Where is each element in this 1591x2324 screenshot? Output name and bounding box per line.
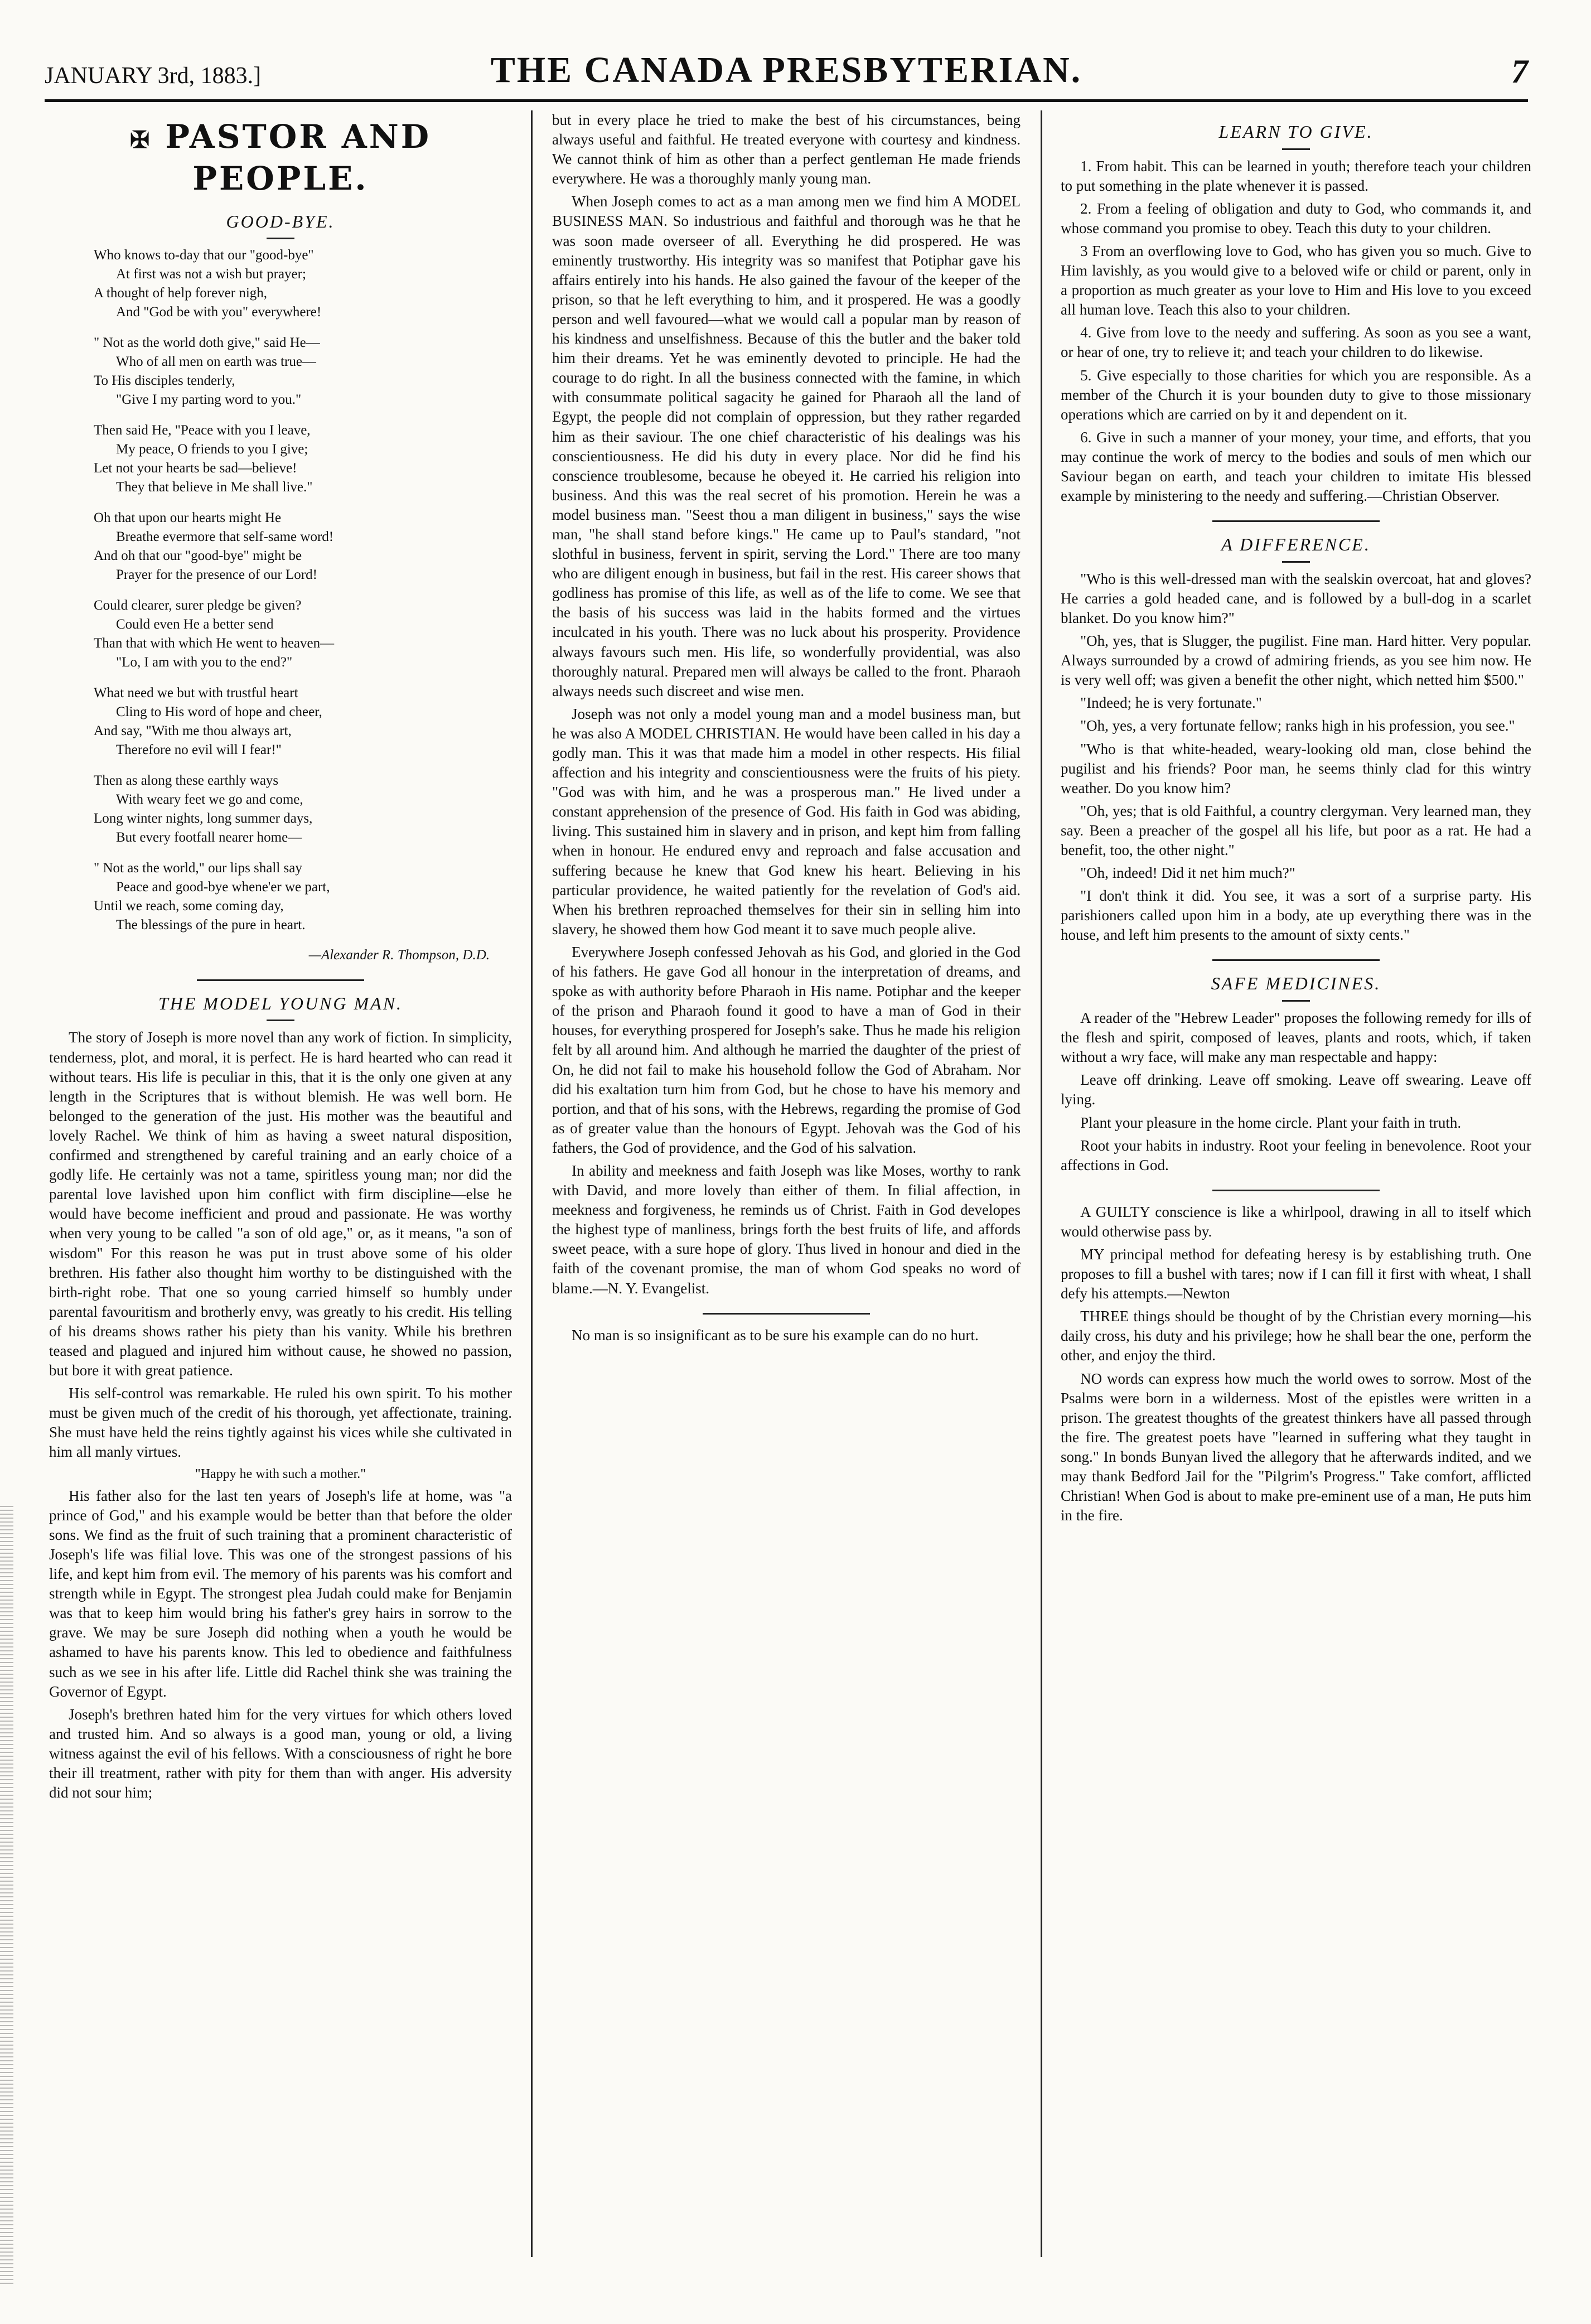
article-paragraph: "Indeed; he is very fortunate." (1080, 694, 1262, 712)
article-paragraph: Joseph was not only a model young man and a model business man, but he was also A MODEL CHRISTIAN. He would have been called in his day a godly man. This it was that made him a model in other respects. His filial affection and his integrity and conscientiousness were the fruits of his piety. "God was with him, and he was a prosperous man." He lived under a constant apprehension of the presence of God. His faith in God was abiding, living. This sustained him in slavery and in prison, and kept him from falling when in honour. He endured envy and reproach and false accusation and suffering because he knew that God knew his heart. Believing in his particular providence, he waited patiently for the revelation of God's aid. When his brethren reproached themselves for their sin in selling him into slavery, he showed them how God meant it to save much people alive. (552, 705, 1021, 938)
section-rule (197, 979, 364, 981)
article-paragraph: A reader of the "Hebrew Leader" proposes the following remedy for ills of the flesh and spirit, composed of leaves, plants and roots, which, if taken without a wry face, will make any man respectable and happy: (1061, 1009, 1531, 1066)
poem-line: Let not your hearts be sad—believe! (94, 460, 297, 476)
filler-paragraph: NO words can express how much the world owes to sorrow. Most of the Psalms were born in a wilderness. Most of the epistles were written in a prison. The greatest thoughts of the greatest thinkers have all passed through the fire. The greatest poets have "learned in suffering what they taught in song." In bonds Bunyan lived the allegory that he afterwards indited, and we may thank Bedford Jail for the "Pilgrim's Progress." Take comfort, afflicted Christian! When God is about to make pre-eminent use of a man, He puts him in the fire. (1061, 1370, 1531, 1524)
poem-line: At first was not a wish but prayer; (116, 267, 306, 282)
section-rule (1212, 520, 1380, 522)
poem-line: " Not as the world doth give," said He— (94, 335, 320, 351)
title-dash (267, 238, 294, 239)
poem-line: Could even He a better send (116, 617, 274, 632)
poem-stanza (94, 596, 512, 671)
poem-line: And oh that our "good-bye" might be (94, 548, 302, 563)
filler-paragraph: MY principal method for defeating heresy is by establishing truth. One proposes to fill a bushel with tares; now if I can fill it first with wheat, I shall defy his attempts.—Newton (1061, 1246, 1531, 1302)
poem-line: To His disciples tenderly, (94, 373, 235, 388)
article-paragraph: "Oh, yes, that is Slugger, the pugilist. Fine man. Hard hitter. Very popular. Always surrounded by a crowd of admiring friends, as you see him now. He is very well off; was given a benefit the other night, which netted him $500." (1061, 632, 1531, 689)
column-divider (1041, 110, 1042, 2257)
department-heading (49, 116, 512, 200)
article-paragraph: When Joseph comes to act as a man among men we find him A MODEL BUSINESS MAN. So industrious and faithful and thorough was he that he was soon made overseer of all. Everything he did prospered. He was eminently trustworthy. His integrity was so manifest that Potiphar gave his affairs entirely into his hands. He also gained the favour of the keeper of the prison, so that he left everything to him, and it prospered. He was a goodly person and well favoured—what we would call a popular man by reason of his kindness and unselfishness. Because of this the butler and the baker told him their dreams. Yet he was eminently devoted to principle. He had the courage to do right. In all the business connected with the famine, in which with consummate political sagacity he gained for Pharaoh all the land of Egypt, the people did not complain of oppression, but they rather regarded him as their saviour. The one chief characteristic of his dealings was his conscientiousness. He did his duty in every place. Nor did he find his conscience troublesome, because he obeyed it. He carried his religion into business. And this was the real secret of his promotion. Herein he was a model business man. "Seest thou a man diligent in business," says the wise man, "he shall stand before kings." He came up to Paul's standard, "not slothful in business, fervent in spirit, serving the Lord." There are too many who are diligent enough in business, but fail in the rest. His career shows that godliness has promise of this life, as well as of the life to come. We see that the basis of his success was laid in the habits formed and the virtues inculcated in his youth. There was no luck about his prosperity. Providence always favours such men. His life, so wonderfully providential, was also thoroughly natural. Prepared men will always be called to the front. Pharaoh always needs such discreet and wise men. (552, 193, 1021, 699)
poem-stanza (94, 246, 512, 321)
article-paragraph: In ability and meekness and faith Joseph was like Moses, worthy to rank with David, and more lovely than either of them. In filial affection, in meekness and forgiveness, he reminds us of Christ. Faith in God developes the highest type of manliness, brings forth the best fruits of life, and affords sweet peace, with a sure hope of glory. Thus lived in honour and died in the faith of the covenant promise, the man of whom God speaks no word of blame.—N. Y. Evangelist. (552, 1162, 1021, 1297)
poem-stanza (94, 859, 512, 934)
header-rule (45, 99, 1528, 102)
column-1 (49, 110, 512, 2268)
poem-line: With weary feet we go and come, (116, 792, 303, 808)
newspaper-title: THE CANADA PRESBYTERIAN. (490, 50, 1082, 90)
poem-stanza (94, 421, 512, 496)
poem-line: Who of all men on earth was true— (116, 354, 316, 370)
list-item: 4. Give from love to the needy and suffering. As soon as you see a want, or hear of one, try to relieve it; and teach your children to do likewise. (1061, 324, 1531, 361)
poem-stanza (94, 509, 512, 584)
article-paragraph: Everywhere Joseph confessed Jehovah as his God, and gloried in the God of his fathers. He gave God all honour in the interpretation of dreams, and spoke as with authority before Pharaoh in His name. Potiphar and the keeper of the prison and Pharaoh found it good to have a man of God in their houses, for everything prospered for Joseph's sake. Thus he made his religion felt by all around him. And although he married the daughter of the priest of On, he did not fail to make his household follow the God of Abraham. Nor did his exaltation turn him from God, but he chose to have his memory and portion, and that of his sons, with the Hebrews, regarding the promise of God as of greater value than the honours of Egypt. Jehovah was the God of his fathers, the God of providence, and the God of his salvation. (552, 943, 1021, 1156)
poem-line: Therefore no evil will I fear!" (116, 742, 282, 757)
poem-line: And "God be with you" everywhere! (116, 304, 322, 320)
article-paragraph: "I don't think it did. You see, it was a sort of a surprise party. His parishioners called upon him in a body, ate up everything there was in the house, and left him presents to the amount of sixty cents." (1061, 887, 1531, 944)
poem-body (49, 246, 512, 934)
poem-line: "Give I my parting word to you." (116, 392, 302, 407)
poem-line: Who knows to-day that our "good-bye" (94, 248, 314, 263)
ornament-icon: ✠ (129, 126, 152, 153)
section-rule (703, 1313, 870, 1315)
poem-line: Then said He, "Peace with you I leave, (94, 423, 311, 438)
poem-line: Long winter nights, long summer days, (94, 810, 313, 826)
poem-line: Prayer for the presence of our Lord! (116, 567, 317, 582)
article-paragraph: Root your habits in industry. Root your feeling in benevolence. Root your affections in God. (1061, 1137, 1531, 1173)
poem-stanza (94, 684, 512, 759)
poem-line: Than that with which He went to heaven— (94, 635, 335, 651)
poem-stanza (94, 334, 512, 409)
column-divider (531, 110, 533, 2257)
article-paragraph: "Oh, yes, a very fortunate fellow; ranks high in his profession, you see." (1080, 717, 1515, 735)
poem-line: Breathe evermore that self-same word! (116, 529, 334, 545)
poem-line: "Lo, I am with you to the end?" (116, 654, 293, 670)
article-title: LEARN TO GIVE. (1218, 122, 1374, 142)
poem-stanza (94, 771, 512, 847)
poem-line: What need we but with trustful heart (94, 685, 298, 701)
article-paragraph: The story of Joseph is more novel than any work of fiction. In simplicity, tenderness, plot, and moral, it is perfect. He is hard hearted who can read it without tears. His life is peculiar in this, that it is the only one given at any length in the Scriptures that is without blemish. He was well born. He belonged to the generation of the just. His mother was the beautiful and lovely Rachel. We think of him as having a sweet natural disposition, confirmed and strengthened by careful training and an early choice of a godly life. He certainly was not a tame, spiritless young man; nor did the parental love lavished upon him conflict with firm discipline—else he would have become inefficient and proud and passionate. He was worthy when very young to be called "a son of old age," or, as it means, "a son of wisdom" For this reason he was put in trust above some of his older brethren. His father also thought him worthy to be distinguished with the birth-right robe. That one so young carried himself so humbly under parental favouritism and brotherly envy, was greatly to his credit. His telling of his dreams shows rather his piety than his vanity. While his brethren teased and plagued and injured him without cause, he showed no passion, but bore it with great patience. (49, 1029, 512, 1379)
masthead (45, 49, 1528, 99)
section-rule (1212, 959, 1380, 961)
poem-line: Then as along these earthly ways (94, 773, 279, 789)
poem-line: Cling to His word of hope and cheer, (116, 704, 322, 720)
poem-line: Oh that upon our hearts might He (94, 510, 282, 526)
closing-note: No man is so insignificant as to be sure his example can do no hurt. (572, 1326, 979, 1344)
filler-paragraph: THREE things should be thought of by the Christian every morning—his daily cross, his duty and his privilege; how he shall bear the one, perform the other, and enjoy the third. (1061, 1308, 1531, 1364)
article-paragraph: "Oh, yes; that is old Faithful, a country clergyman. Very learned man, they say. Been a preacher of the gospel all his life, but poor as a rat. He had a benefit, too, the other night." (1061, 802, 1531, 858)
issue-date: JANUARY 3rd, 1883.] (45, 63, 262, 89)
poem-line: " Not as the world," our lips shall say (94, 861, 302, 876)
filler-paragraph: A GUILTY conscience is like a whirlpool, drawing in all to itself which would otherwise pass by. (1061, 1203, 1531, 1240)
title-dash (1282, 1000, 1310, 1002)
poem-line: The blessings of the pure in heart. (116, 917, 306, 933)
article-paragraph: His father also for the last ten years of Joseph's life at home, was "a prince of God," and his example would be better than that before the older sons. We find as the fruit of such training that a prominent characteristic of Joseph's life was filial love. This was one of the strongest passions of his life, and kept him from evil. The memory of his parents was his comfort and strength while in Egypt. The strongest plea Judah could make for Benjamin was that to keep him would bring his father's grey hairs in sorrow to the grave. We may be sure Joseph did nothing when a youth he would be ashamed to have his parents know. This led to obedience and faithfulness such as we see in his after life. Little did Rachel think she was training the Governor of Egypt. (49, 1487, 512, 1700)
article-paragraph: but in every place he tried to make the best of his circumstances, being always useful and faithful. He treated everyone with courtesy and kindness. We cannot think of him as other than a perfect gentleman He made friends everywhere. He was a thoroughly manly young man. (552, 112, 1021, 187)
article-paragraph: His self-control was remarkable. He ruled his own spirit. To his mother must be given much of the credit of his thorough, yet affectionate, training. She must have held the reins tightly against his vices while she cultivated in him all manly virtues. (49, 1385, 512, 1461)
poem-title: GOOD-BYE. (226, 211, 335, 231)
poem-line: Could clearer, surer pledge be given? (94, 598, 302, 613)
poem-line: They that believe in Me shall live." (116, 479, 313, 495)
pull-quote: "Happy he with such a mother." (195, 1466, 366, 1481)
department-title: PASTOR AND PEOPLE. (165, 118, 432, 198)
list-item: 2. From a feeling of obligation and duty to God, who commands it, and whose command you promise to obey. Teach this duty to your children. (1061, 200, 1531, 236)
scan-edge (0, 1506, 13, 2287)
list-item: 1. From habit. This can be learned in youth; therefore teach your children to put something in the plate whenever it is passed. (1061, 157, 1531, 194)
section-rule (1212, 1190, 1380, 1191)
article-title: A DIFFERENCE. (1221, 534, 1371, 555)
title-dash (1282, 561, 1310, 563)
poem-credit: —Alexander R. Thompson, D.D. (308, 948, 490, 963)
poem-line: My peace, O friends to you I give; (116, 442, 308, 457)
article-paragraph: "Oh, indeed! Did it net him much?" (1080, 864, 1295, 882)
list-item: 5. Give especially to those charities for which you are responsible. As a member of the Church it is your bounden duty to give to those missionary operations which are carried on by it and dependent on it. (1061, 366, 1531, 423)
article-title: SAFE MEDICINES. (1211, 973, 1381, 994)
article-title: THE MODEL YOUNG MAN. (158, 993, 403, 1013)
title-dash (1282, 148, 1310, 150)
poem-line: Until we reach, some coming day, (94, 898, 284, 914)
article-paragraph: Leave off drinking. Leave off smoking. Leave off swearing. Leave off lying. (1061, 1071, 1531, 1108)
article-paragraph: Plant your pleasure in the home circle. Plant your faith in truth. (1080, 1114, 1462, 1131)
poem-line: And say, "With me thou always art, (94, 723, 292, 738)
poem-line: Peace and good-bye whene'er we part, (116, 880, 330, 895)
list-item: 6. Give in such a manner of your money, your time, and efforts, that you may continue the work of mercy to the bodies and souls of men which our Saviour began on earth, and teach your children to imitate His blessed example by ministering to the needy and suffering.—Christian Observer. (1061, 428, 1531, 505)
article-paragraph: "Who is this well-dressed man with the sealskin overcoat, hat and gloves? He carries a gold headed cane, and is followed by a bull-dog in a scarlet blanket. Do you know him?" (1061, 570, 1531, 626)
article-paragraph: "Who is that white-headed, weary-looking old man, close behind the pugilist and his friends? Poor man, he seems thinly clad for this wintry weather. Do you know him? (1061, 740, 1531, 796)
column-2 (552, 110, 1021, 2268)
poem-line: But every footfall nearer home— (116, 829, 302, 845)
column-3 (1061, 110, 1531, 2268)
poem-line: A thought of help forever nigh, (94, 285, 268, 301)
page-number: 7 (1511, 53, 1528, 90)
article-paragraph: Joseph's brethren hated him for the very virtues for which others loved and trusted him. And so always is a good man, young or old, a living witness against the evil of his fellows. With a consciousness of right he bore their ill treatment, rather with pity for them than with anger. His adversity did not sour him; (49, 1705, 512, 1801)
title-dash (267, 1020, 294, 1021)
list-item: 3 From an overflowing love to God, who has given you so much. Give to Him lavishly, as you would give to a beloved wife or child or parent, only in a proportion as much greater as your love to Him and His love to you exceed all human love. Teach this also to your children. (1061, 242, 1531, 318)
